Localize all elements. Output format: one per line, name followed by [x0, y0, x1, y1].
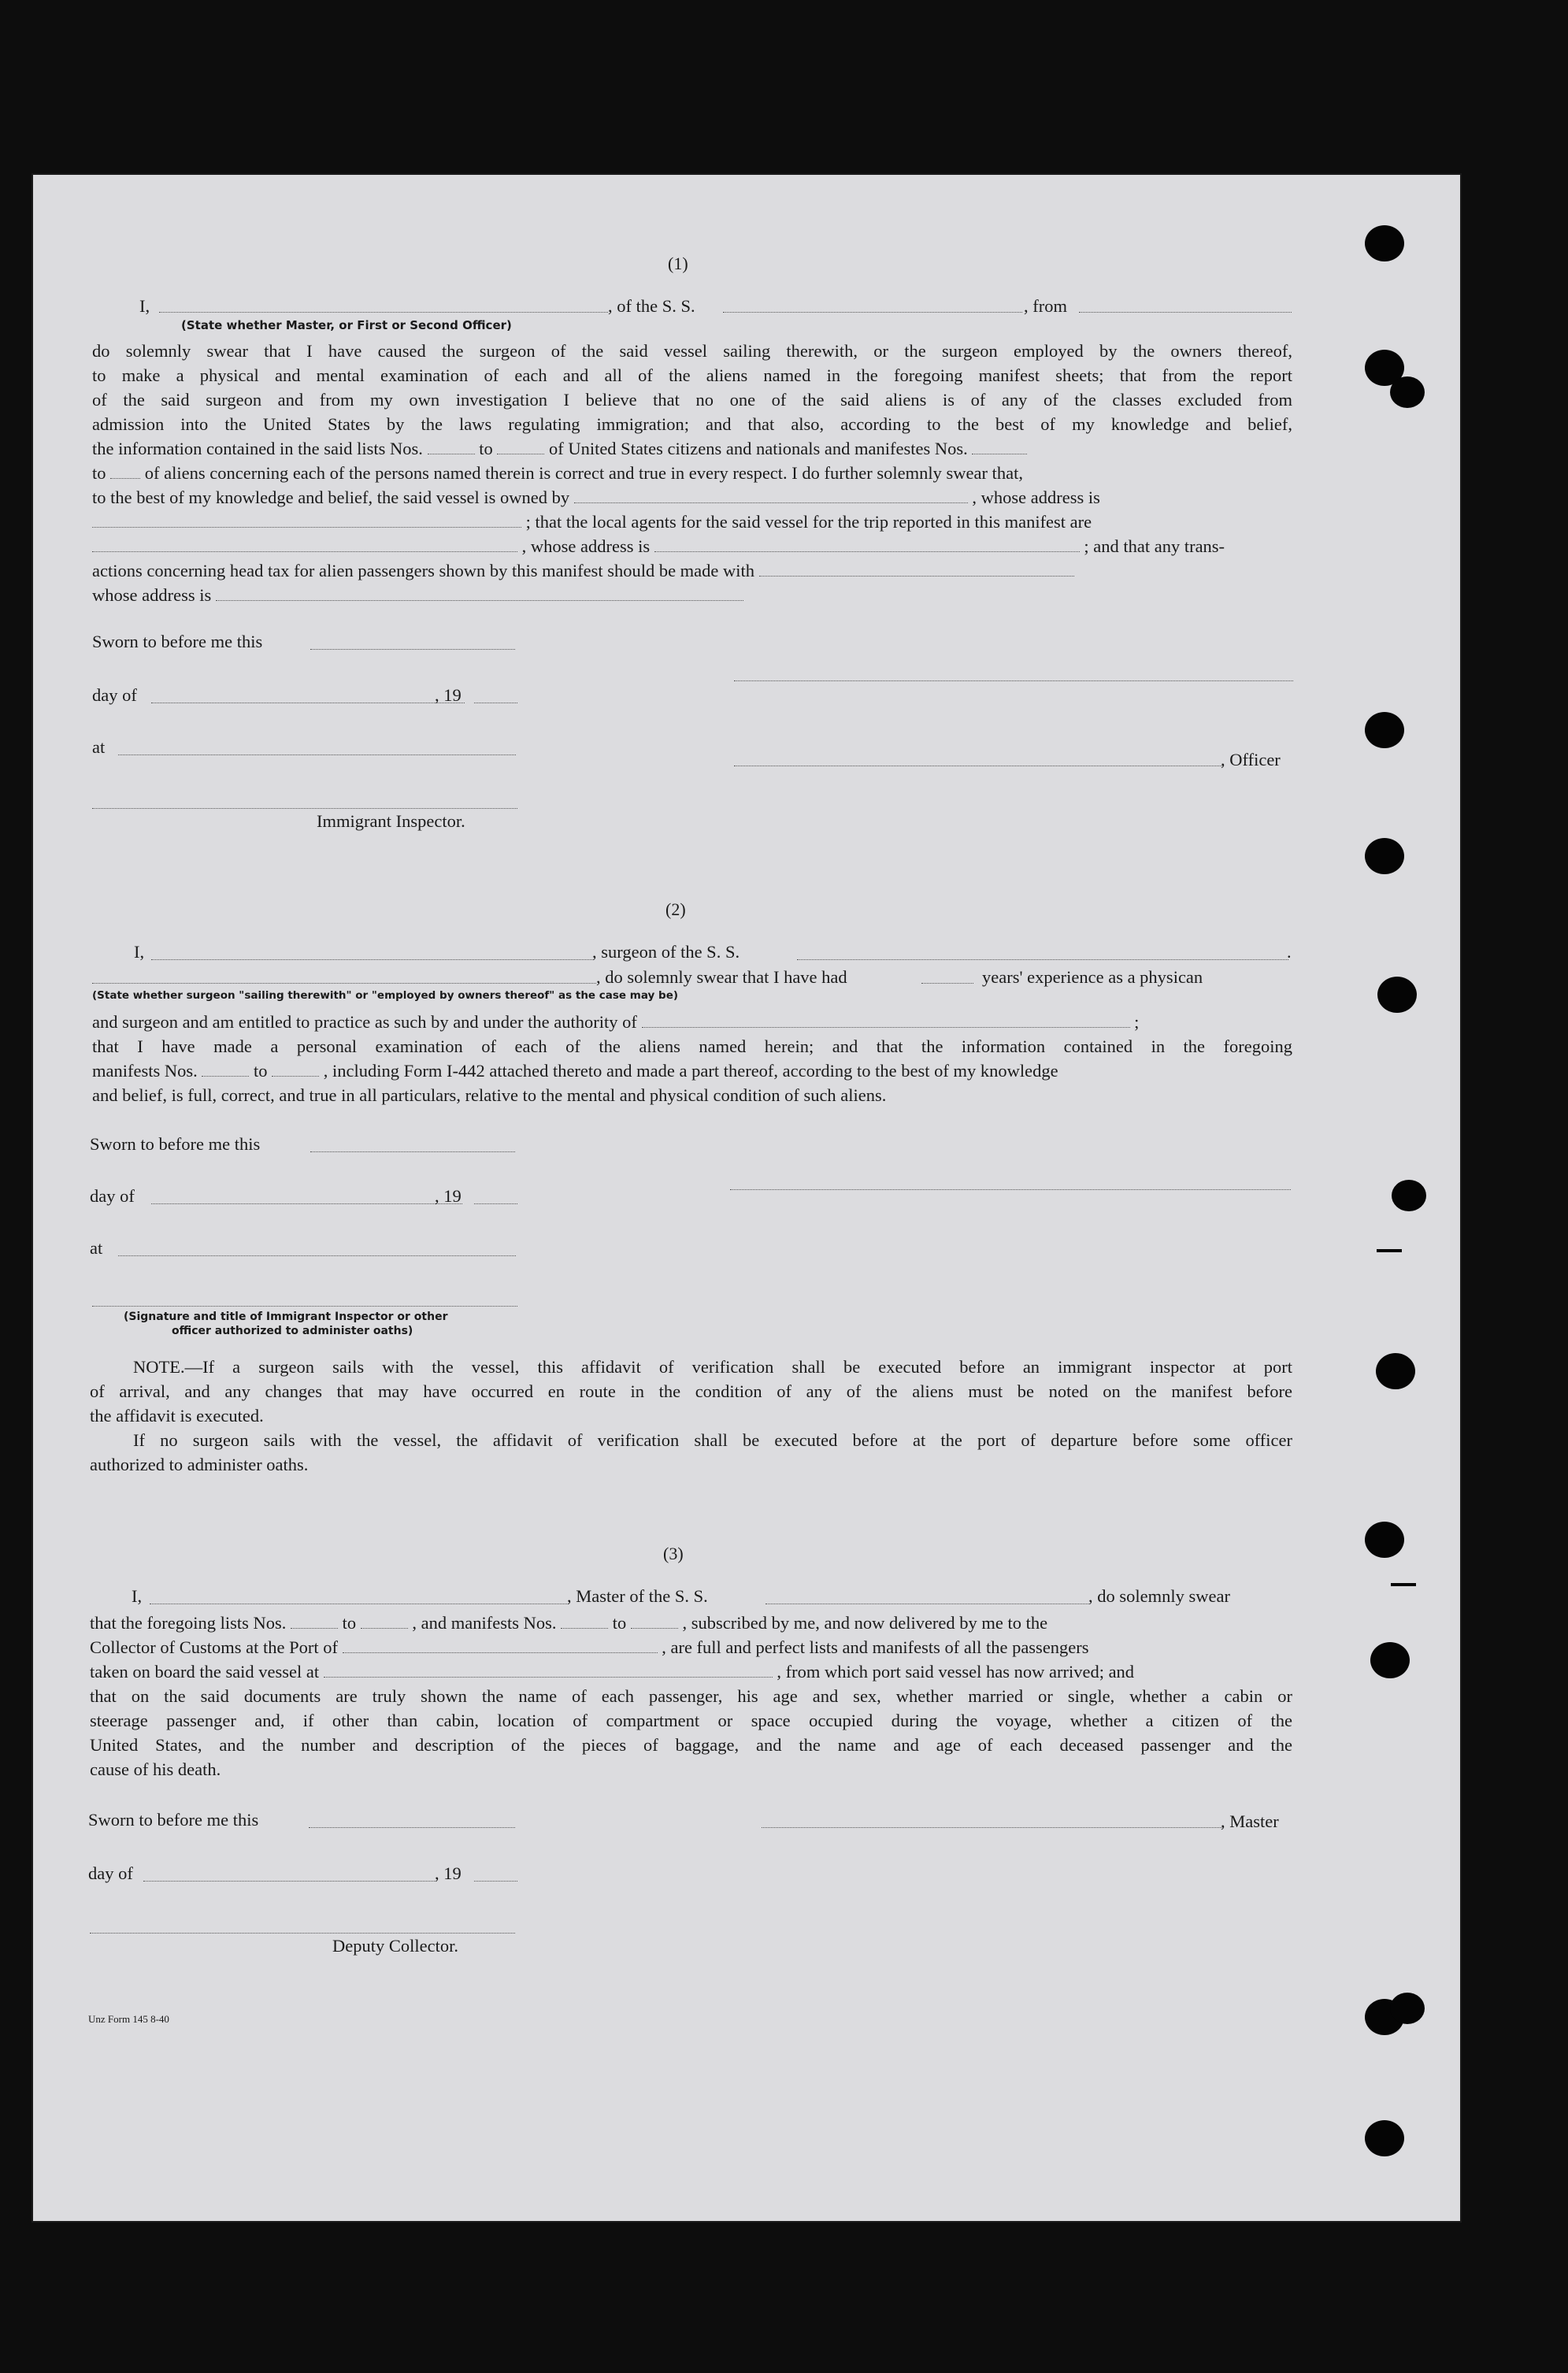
s3-lists-to-field[interactable]	[361, 1611, 408, 1629]
section-2-number: (2)	[665, 899, 686, 919]
s2-note	[90, 1355, 1292, 1477]
form-number: Unz Form 145 8-40	[88, 2013, 169, 2025]
s2-manifests-label: manifests Nos.	[92, 1061, 198, 1081]
punch-hole	[1376, 1353, 1415, 1389]
s3-body-line: cause of his death.	[90, 1759, 221, 1779]
s1-signature-line[interactable]	[734, 679, 1293, 681]
s3-port-field[interactable]	[343, 1635, 658, 1653]
s1-vessel-field[interactable]	[723, 310, 1022, 313]
s1-to-label: to	[479, 439, 493, 458]
s3-port-label: Collector of Customs at the Port of	[90, 1637, 338, 1657]
s3-body-line: United States, and the number and description of the pieces of baggage, and the name and age of each deceased passenger and the	[90, 1735, 1292, 1755]
s2-sworn-field[interactable]	[310, 1150, 515, 1152]
s2-at-label: at	[90, 1238, 103, 1258]
s3-deputy-signature-line[interactable]	[90, 1931, 515, 1934]
form-page	[33, 175, 1460, 2221]
s3-delivered-text: , subscribed by me, and now delivered by me to the	[682, 1613, 1048, 1633]
s2-at-field[interactable]	[118, 1254, 516, 1256]
s2-body	[92, 1034, 1292, 1059]
s3-body-line: that on the said documents are truly shown the name of each passenger, his age and sex, whether married or single, whether a cabin or	[90, 1686, 1292, 1706]
s3-deputy-label: Deputy Collector.	[332, 1936, 458, 1956]
s1-at-field[interactable]	[118, 753, 516, 755]
s1-head-tax-text: actions concerning head tax for alien passengers shown by this manifest should be made with	[92, 561, 755, 580]
s1-body-line: to make a physical and mental examination of each and all of the aliens named in the foregoing manifest sheets; that from the report	[92, 365, 1292, 385]
s1-line-11	[92, 583, 1292, 607]
s1-whose-address-label: whose address is	[92, 585, 212, 605]
s3-manifests-to-field[interactable]	[631, 1611, 678, 1629]
s2-note-line: the affidavit is executed.	[90, 1406, 264, 1426]
section-1-number: (1)	[668, 254, 688, 273]
s1-citizens-label: of United States citizens and nationals and manifestes Nos.	[548, 439, 968, 458]
punch-hole	[1377, 977, 1417, 1013]
s3-lists-label: that the foregoing lists Nos.	[90, 1613, 287, 1633]
s3-solemnly-label: , do solemnly swear	[1088, 1586, 1230, 1606]
s1-head-tax-field[interactable]	[759, 558, 1074, 577]
s1-sworn-field[interactable]	[310, 647, 515, 650]
s1-manifests-from-field[interactable]	[972, 436, 1027, 454]
s2-year-field[interactable]	[474, 1202, 517, 1204]
s1-owner-address-field[interactable]	[92, 510, 521, 528]
s3-taken-on-label: taken on board the said vessel at	[90, 1662, 320, 1681]
s2-note-line: NOTE.—If a surgeon sails with the vessel, this affidavit of verification shall be executed before an immigrant inspector at port	[133, 1357, 1292, 1377]
s1-line-6	[92, 461, 1292, 485]
s3-day-field[interactable]	[143, 1879, 435, 1882]
s2-manifests-to-field[interactable]	[272, 1059, 319, 1077]
punch-hole	[1365, 2120, 1404, 2156]
s2-year-label: , 19	[435, 1186, 462, 1206]
s2-line-5	[92, 1059, 1292, 1083]
s1-address-label: , whose address is	[521, 536, 651, 556]
s3-sworn-label: Sworn to before me this	[88, 1810, 259, 1830]
punch-hole	[1390, 1993, 1425, 2024]
s2-signature-line[interactable]	[730, 1188, 1291, 1190]
s1-owner-field[interactable]	[574, 485, 968, 503]
punch-hole	[1365, 1522, 1404, 1558]
s1-aliens-text: of aliens concerning each of the persons named therein is correct and true in every respect. I do further solemnly swear that,	[144, 463, 1023, 483]
s2-sworn-label: Sworn to before me this	[90, 1134, 261, 1154]
s1-at-label: at	[92, 737, 106, 757]
s1-lists-to-field[interactable]	[497, 436, 544, 454]
s3-lists-from-field[interactable]	[291, 1611, 338, 1629]
s2-state-note: (State whether surgeon "sailing therewith" or "employed by owners thereof" as the case may be)	[92, 989, 679, 1002]
s1-officer-name-field[interactable]	[159, 310, 608, 313]
s3-vessel-field[interactable]	[765, 1602, 1088, 1604]
s1-to-label: to	[92, 463, 106, 483]
s1-address-label: , whose address is	[972, 488, 1100, 507]
margin-mark	[1377, 1249, 1402, 1252]
s2-day-field[interactable]	[151, 1202, 462, 1204]
s1-line-9	[92, 534, 1292, 558]
s3-sworn-field[interactable]	[309, 1826, 515, 1828]
s3-manifests-from-field[interactable]	[561, 1611, 608, 1629]
s3-day-of-label: day of	[88, 1863, 133, 1883]
s1-body	[92, 339, 1292, 436]
s1-from-label: , from	[1024, 296, 1067, 316]
s3-body	[90, 1684, 1292, 1782]
s1-year-field[interactable]	[474, 701, 517, 703]
s2-note-line: of arrival, and any changes that may have occurred en route in the condition of any of the aliens must be noted on the manifest before	[90, 1381, 1292, 1401]
s2-vessel-field[interactable]	[797, 958, 1288, 960]
s1-officer-line[interactable]	[734, 764, 1222, 766]
s3-arrived-text: , from which port said vessel has now arrived; and	[777, 1662, 1135, 1681]
s2-line-6	[92, 1083, 1292, 1107]
s1-line-8	[92, 510, 1292, 534]
s2-body-line: and belief, is full, correct, and true in all particulars, relative to the mental and physical condition of such aliens.	[92, 1085, 887, 1105]
s2-body-line: that I have made a personal examination of each of the aliens named herein; and that the information contained in the foregoing	[92, 1036, 1292, 1056]
punch-hole	[1365, 838, 1404, 874]
s1-i-label: I,	[139, 296, 150, 316]
section-3-number: (3)	[663, 1544, 684, 1563]
s3-master-label: , Master	[1221, 1811, 1279, 1831]
s3-line-4	[90, 1659, 1290, 1684]
s2-authority-field[interactable]	[642, 1010, 1130, 1028]
s2-years-field[interactable]	[921, 981, 973, 984]
s1-officer-label: , Officer	[1221, 750, 1281, 769]
s2-day-of-label: day of	[90, 1186, 135, 1206]
punch-hole	[1370, 1642, 1410, 1678]
s2-line-3	[92, 1010, 1292, 1034]
s3-line-3	[90, 1635, 1290, 1659]
s1-body-line: admission into the United States by the laws regulating immigration; and that also, according to the best of my knowledge and belief,	[92, 414, 1292, 434]
s2-note-line: authorized to administer oaths.	[90, 1455, 309, 1474]
s1-state-note: (State whether Master, or First or Second Officer)	[181, 318, 512, 332]
s2-years-label: years' experience as a physican	[982, 967, 1203, 987]
s1-head-tax-address-field[interactable]	[216, 583, 743, 601]
s1-sworn-label: Sworn to before me this	[92, 632, 263, 651]
s2-form-text: , including Form I-442 attached thereto and made a part thereof, according to the best of my knowledge	[323, 1061, 1058, 1081]
s1-inspector-label: Immigrant Inspector.	[317, 811, 465, 831]
s2-manifests-from-field[interactable]	[202, 1059, 249, 1077]
s2-surgeon-name-field[interactable]	[151, 958, 592, 960]
s3-master-signature-line[interactable]	[762, 1826, 1222, 1828]
punch-hole	[1365, 712, 1404, 748]
s2-signature-note-1: (Signature and title of Immigrant Inspector or other	[124, 1311, 448, 1323]
s2-solemnly-label: , do solemnly swear that I have had	[596, 967, 847, 987]
s3-body-line: steerage passenger and, if other than cabin, location of compartment or space occupied during the voyage, whether a citizen of the	[90, 1711, 1292, 1730]
s3-i-label: I,	[132, 1586, 143, 1606]
s1-from-field[interactable]	[1079, 310, 1292, 313]
s1-lists-label: the information contained in the said lists Nos.	[92, 439, 423, 458]
s1-body-line: of the said surgeon and from my own investigation I believe that no one of the said aliens is of any of the classes excluded from	[92, 390, 1292, 410]
s2-surgeon-of-label: , surgeon of the S. S.	[592, 942, 740, 962]
s2-to-label: to	[254, 1061, 268, 1081]
punch-hole	[1390, 376, 1425, 408]
punch-hole	[1365, 225, 1404, 261]
s1-line-10	[92, 558, 1292, 583]
s1-day-of-label: day of	[92, 685, 137, 705]
s3-year-label: , 19	[435, 1863, 462, 1883]
s3-master-name-field[interactable]	[150, 1602, 567, 1604]
s1-of-ss-label: , of the S. S.	[608, 296, 695, 316]
s2-semicolon: ;	[1134, 1012, 1140, 1032]
s3-full-lists-text: , are full and perfect lists and manifests of all the passengers	[662, 1637, 1089, 1657]
s2-note-line: If no surgeon sails with the vessel, the affidavit of verification shall be executed before at the port of departure before some officer	[133, 1430, 1292, 1450]
punch-hole	[1392, 1180, 1426, 1211]
s2-authority-label: and surgeon and am entitled to practice as such by and under the authority of	[92, 1012, 637, 1032]
s3-embarkation-field[interactable]	[324, 1659, 773, 1678]
s3-year-field[interactable]	[474, 1879, 517, 1882]
s3-to-label: to	[342, 1613, 357, 1633]
s2-i-label: I,	[134, 942, 145, 962]
s1-manifests-to-field[interactable]	[110, 461, 140, 479]
s1-transactions-text: ; and that any trans-	[1084, 536, 1225, 556]
s1-line-7	[92, 485, 1292, 510]
s1-owned-by-label: to the best of my knowledge and belief, the said vessel is owned by	[92, 488, 570, 507]
s1-agents-text: ; that the local agents for the said vessel for the trip reported in this manifest are	[525, 512, 1092, 532]
s3-master-of-label: , Master of the S. S.	[567, 1586, 708, 1606]
s1-lists-from-field[interactable]	[428, 436, 475, 454]
s2-period: .	[1287, 942, 1292, 962]
s1-line-5	[92, 436, 1292, 461]
s1-day-field[interactable]	[151, 701, 465, 703]
s3-to-label: to	[612, 1613, 627, 1633]
s2-capacity-field[interactable]	[92, 981, 596, 984]
s1-inspector-line[interactable]	[92, 806, 517, 809]
s2-inspector-signature-line[interactable]	[92, 1304, 517, 1307]
s3-manifests-label: , and manifests Nos.	[412, 1613, 557, 1633]
s2-signature-note-2: officer authorized to administer oaths)	[172, 1325, 413, 1337]
margin-mark	[1391, 1583, 1416, 1586]
s1-body-line: do solemnly swear that I have caused the surgeon of the said vessel sailing therewith, or the surgeon employed by the owners thereof,	[92, 341, 1292, 361]
s1-year-label: , 19	[435, 685, 462, 705]
s1-agents-address-field[interactable]	[654, 534, 1080, 552]
s1-agents-field[interactable]	[92, 534, 517, 552]
s3-line-2	[90, 1611, 1290, 1635]
